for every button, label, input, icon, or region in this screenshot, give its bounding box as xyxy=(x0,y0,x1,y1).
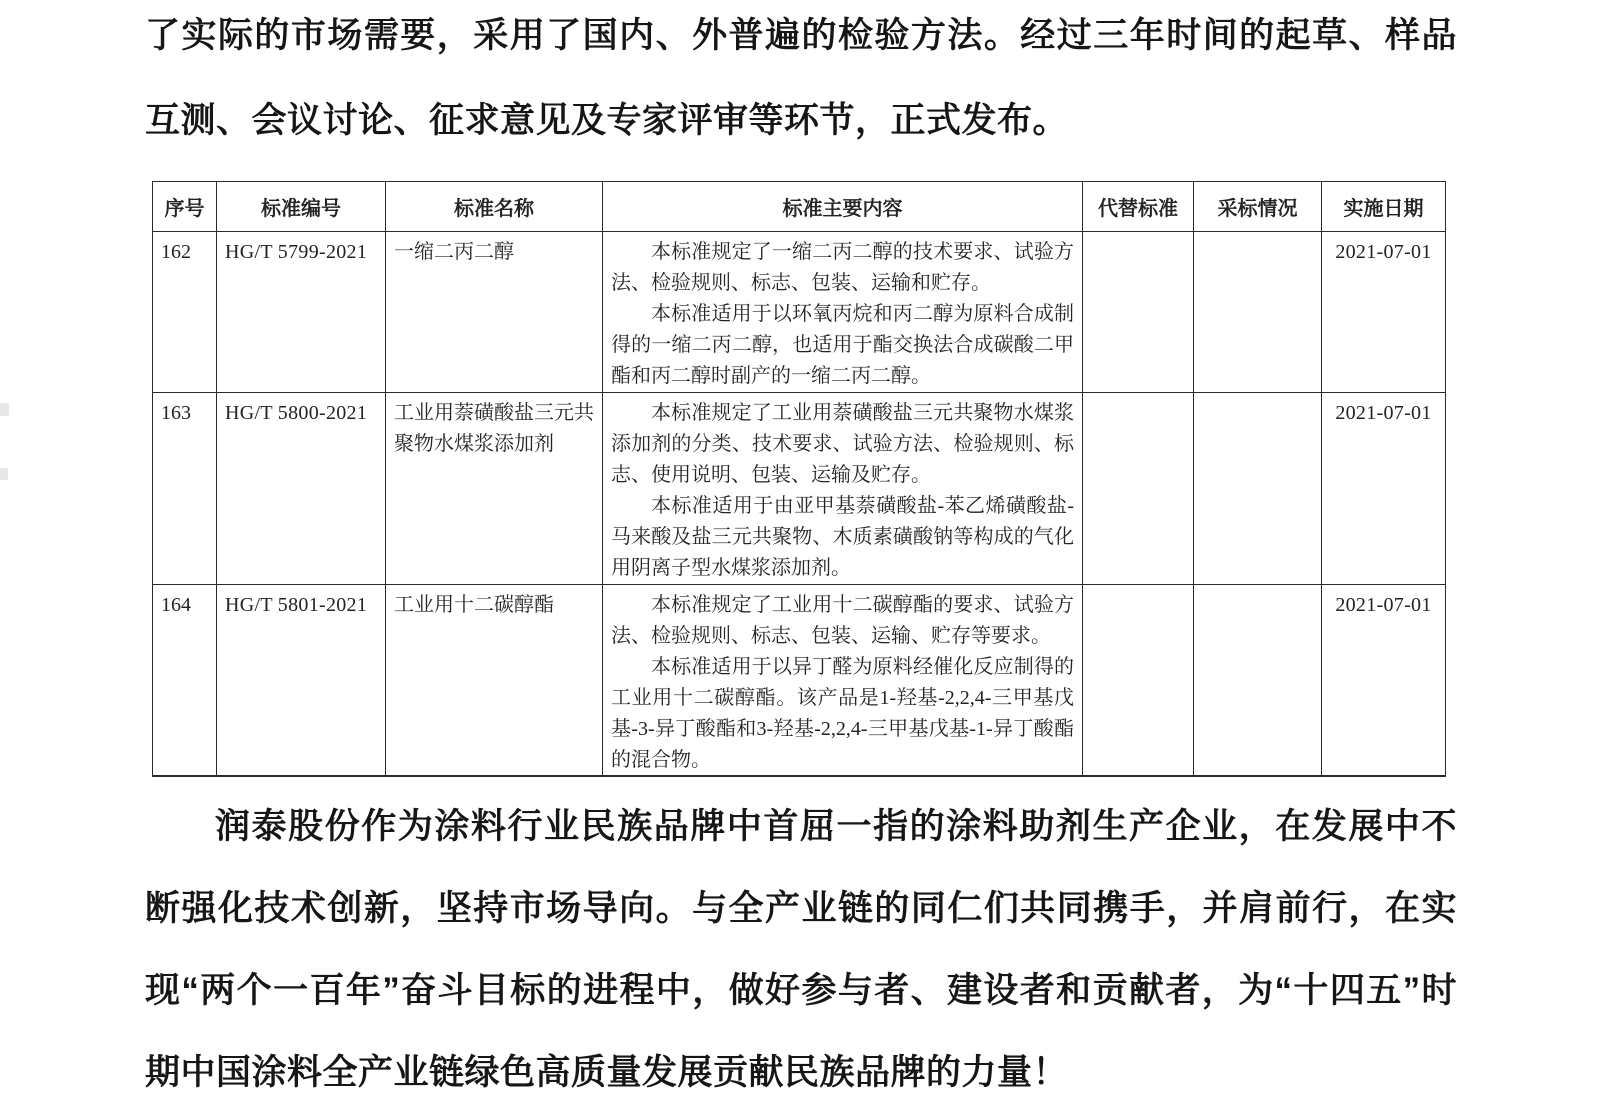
cell-adoption xyxy=(1194,393,1322,585)
cell-name: 工业用十二碳醇酯 xyxy=(386,585,603,777)
cell-date: 2021-07-01 xyxy=(1322,393,1446,585)
content-paragraph: 本标准适用于以环氧丙烷和丙二醇为原料合成制得的一缩二丙二醇，也适用于酯交换法合成碳酸二甲酯和丙二醇时副产的一缩二丙二醇。 xyxy=(611,303,1074,387)
cell-seq: 162 xyxy=(153,232,217,393)
cell-code: HG/T 5800-2021 xyxy=(217,393,386,585)
cell-adoption xyxy=(1194,232,1322,393)
content-paragraph: 本标准规定了一缩二丙二醇的技术要求、试验方法、检验规则、标志、包装、运输和贮存。 xyxy=(611,241,1074,294)
table-page-cut-line xyxy=(152,775,1445,776)
standards-table xyxy=(152,181,1446,777)
scan-artifact xyxy=(0,468,8,480)
header-seq: 序号 xyxy=(153,182,217,232)
cell-replaced xyxy=(1083,585,1194,777)
header-date: 实施日期 xyxy=(1322,182,1446,232)
table-row xyxy=(153,393,1446,585)
scan-artifact xyxy=(0,403,9,416)
cell-seq: 164 xyxy=(153,585,217,777)
header-content: 标准主要内容 xyxy=(603,182,1083,232)
table-header-row xyxy=(153,182,1446,232)
header-adoption: 采标情况 xyxy=(1194,182,1322,232)
content-paragraph: 本标准规定了工业用萘磺酸盐三元共聚物水煤浆添加剂的分类、技术要求、试验方法、检验规则、标志、使用说明、包装、运输及贮存。 xyxy=(611,402,1074,486)
content-paragraph: 本标准适用于以异丁醛为原料经催化反应制得的工业用十二碳醇酯。该产品是1-羟基-2,2,4-三甲基戊基-3-异丁酸酯和3-羟基-2,2,4-三甲基戊基-1-异丁酸酯的混合物。 xyxy=(611,656,1074,771)
cell-replaced xyxy=(1083,232,1194,393)
cell-date: 2021-07-01 xyxy=(1322,232,1446,393)
cell-content xyxy=(603,393,1083,585)
cell-content xyxy=(603,585,1083,777)
cell-name: 一缩二丙二醇 xyxy=(386,232,603,393)
header-replaced: 代替标准 xyxy=(1083,182,1194,232)
cell-adoption xyxy=(1194,585,1322,777)
header-code: 标准编号 xyxy=(217,182,386,232)
table-row xyxy=(153,232,1446,393)
cell-name: 工业用萘磺酸盐三元共聚物水煤浆添加剂 xyxy=(386,393,603,585)
header-name: 标准名称 xyxy=(386,182,603,232)
content-paragraph: 本标准规定了工业用十二碳醇酯的要求、试验方法、检验规则、标志、包装、运输、贮存等要求。 xyxy=(611,594,1074,647)
cell-code: HG/T 5801-2021 xyxy=(217,585,386,777)
cell-date: 2021-07-01 xyxy=(1322,585,1446,777)
intro-paragraph: 了实际的市场需要，采用了国内、外普遍的检验方法。经过三年时间的起草、样品互测、会议讨论、征求意见及专家评审等环节，正式发布。 xyxy=(145,16,1457,140)
content-paragraph: 本标准适用于由亚甲基萘磺酸盐-苯乙烯磺酸盐-马来酸及盐三元共聚物、木质素磺酸钠等构成的气化用阴离子型水煤浆添加剂。 xyxy=(611,495,1074,579)
cell-content xyxy=(603,232,1083,393)
table-row xyxy=(153,585,1446,777)
cell-code: HG/T 5799-2021 xyxy=(217,232,386,393)
closing-paragraph: 润泰股份作为涂料行业民族品牌中首屈一指的涂料助剂生产企业，在发展中不断强化技术创新，坚持市场导向。与全产业链的同仁们共同携手，并肩前行，在实现“两个一百年”奋斗目标的进程中，做好参与者、建设者和贡献者，为“十四五”时期中国涂料全产业链绿色高质量发展贡献民族品牌的力量！ xyxy=(145,807,1457,1092)
cell-replaced xyxy=(1083,393,1194,585)
cell-seq: 163 xyxy=(153,393,217,585)
